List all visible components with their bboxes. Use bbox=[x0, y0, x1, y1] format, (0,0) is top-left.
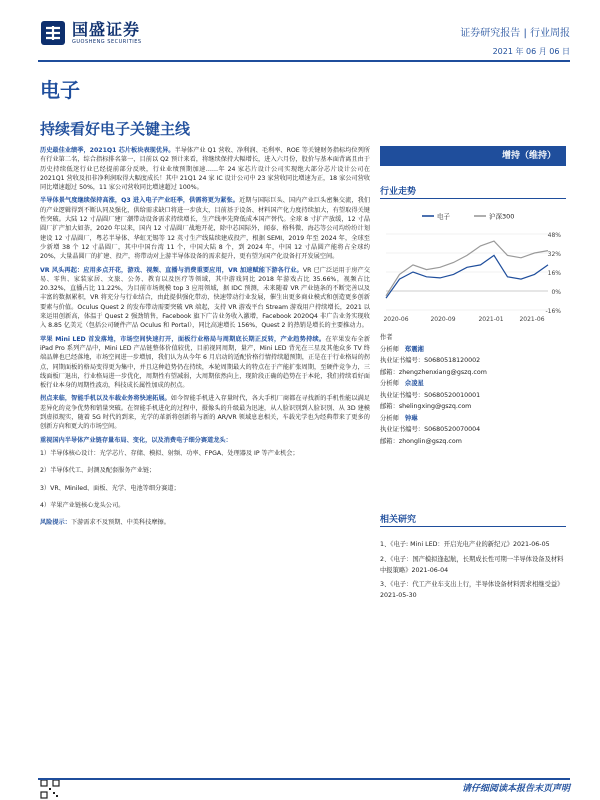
x-tick-label: 2020-09 bbox=[430, 316, 456, 322]
analyst-row bbox=[380, 332, 566, 344]
paragraph-5 bbox=[40, 394, 370, 431]
legend-label-electronics: 电子 bbox=[437, 212, 450, 221]
analyst-email: 邮箱：zhengzhenxiang@gszq.com bbox=[380, 368, 487, 376]
paragraph-3 bbox=[40, 266, 370, 331]
chart-series bbox=[386, 241, 548, 298]
analyst-info bbox=[380, 332, 566, 447]
analyst-email: 邮箱：zhonglin@gszq.com bbox=[380, 437, 462, 445]
analyst-row bbox=[380, 424, 566, 436]
paragraph-5-text: 如今智能手机进入存量时代，各大手机厂商都在寻找新的手机性能以满足差异化的竞争优势和销量突破。在智能手机进化的过程中，摄像头的升级最为迅速，从人脸识别到人脸识别、从 3D 建模到虚拟现实，随着 5G 时代的到来，光学的革新将创新将与新的 AR/VR 领域息息相关，车载光学也为经典带来了更多的创新方向和更大的市场空间。 bbox=[40, 395, 371, 431]
brand-mark-icon bbox=[40, 20, 66, 46]
list-item: 2）半导体代工、封测及配套服务产业链； bbox=[40, 467, 156, 475]
y-tick-label: -16% bbox=[545, 308, 561, 315]
analyst-label: 分析师 bbox=[380, 380, 399, 387]
x-tick-label: 2021-06 bbox=[519, 316, 545, 322]
analyst-cert: 执业证书编号：S0680518120002 bbox=[380, 357, 481, 364]
analyst-row bbox=[380, 436, 566, 448]
related-item[interactable]: 1、《电子: Mini LED：开启光电产业的新纪元》2021-06-05 bbox=[380, 541, 550, 548]
trend-chart-svg bbox=[380, 210, 566, 322]
analyst-label: 分析师 bbox=[380, 345, 399, 353]
related-heading: 相关研究 bbox=[380, 515, 417, 525]
trend-divider bbox=[380, 198, 566, 199]
report-body bbox=[40, 146, 370, 527]
analyst-row bbox=[380, 367, 566, 379]
risk-label: 风险提示： bbox=[40, 519, 71, 527]
footer-divider bbox=[38, 778, 570, 780]
related-divider bbox=[380, 526, 566, 527]
paragraph-2-lead: 半导体景气度继续保持高涨，Q3 进入电子产业旺季，供需将更为紧张。 bbox=[40, 197, 239, 205]
paragraph-4-lead: 苹果 Mini LED 首发落地，市场空间快速打开，面板行业格局与周期底长期正反转，产业趋势持续。 bbox=[40, 335, 326, 343]
trend-heading: 行业走势 bbox=[380, 187, 417, 197]
list-item: 1）半导体核心设计：光学芯片、存储、模拟、射频、功率、FPGA、处理器及 IP 等产业机会； bbox=[40, 449, 299, 457]
list-item: 3）VR、Miniled、面板、光学、电池等细分赛道； bbox=[40, 484, 180, 492]
report-title: 持续看好电子关键主线 bbox=[40, 120, 191, 138]
report-type: 证券研究报告 | 行业周报 bbox=[460, 28, 570, 39]
paragraph-2-text: 近期与国际巨头、国内产业巨头密集交流，我们的产业逻辑得到不断认同及强化，供给需求缺口将进一步放大，目前基于设备、材料国产化力度持续加大，有望取得关键性突破。大陆 12 寸晶圆厂建厂潮带动设备需求持续增长，生产线率先降低成本国产替代。全球 8 寸扩产放缓，12 寸晶圆厂扩产加大如荼，2020 年以来，国内 12 寸晶圆厂战地开花，除中芯国际外，闻泰、格科微、海芯等公司均纷纷计划建设 12 寸晶圆厂，粤芯半导体、华虹无锡等 12 英寸生产线陆续建成投产，根据 SEMI，2019 年至 2024 年，全球至少新增 38 个 12 寸晶圆厂，其中中国台湾 11 个，中国大陆 8 个，到 2024 年，中国 12 寸晶圆产能将占全球约 20%，大量晶圆厂的扩建、投产，将带动对上游半导体设备的需求提升，更有望为国产化设备打开发展空间。 bbox=[40, 197, 371, 261]
chart-legend bbox=[422, 212, 514, 221]
y-tick-label: 0% bbox=[551, 289, 561, 296]
highlight-lead-text: 重视国内半导体产业链存量布局、变化，以及消费电子细分赛道龙头： bbox=[40, 436, 232, 444]
risk-warning bbox=[40, 518, 370, 527]
report-date: 2021 年 06 月 06 日 bbox=[492, 47, 570, 56]
highlight-lead bbox=[40, 436, 370, 445]
paragraph-3-lead: VR 风头再起：应用多点开花，游戏、视频、直播与消费重要应用，VR 加速赋能下游各行业。 bbox=[40, 266, 303, 274]
related-research-list bbox=[380, 540, 566, 606]
y-tick-label: 48% bbox=[547, 232, 561, 239]
rating-badge: 增持（维持） bbox=[380, 146, 566, 166]
analyst-row bbox=[380, 378, 566, 390]
analyst-row bbox=[380, 401, 566, 413]
paragraph-1-text: 半导体产业 Q1 营收、净利润、毛利率、ROE 等关键财务指标均位列所有行业第二名，综合指标排名第一，目前以 Q2 预计来看，将继续保持大幅增长，进入六月份，股价与基本面背离且由于历史持续低迷行业已经提前部分反映，行业业绩预期加速……年 24 家芯片设计公司实现绝大部分芯片设计公司在 2021Q1 营收及扣非净利润取得大幅度成长！其中 21Q1 24 家 IC 设计公司中 23 家营收同比增速为正，18 家公司营收同比增速超过 50%，11 家公司营收同比增速超过 100%。 bbox=[40, 147, 371, 192]
chart-grid bbox=[386, 234, 548, 310]
x-tick-label: 2020-06 bbox=[383, 316, 409, 322]
brand-logo bbox=[40, 20, 142, 46]
paragraph-2 bbox=[40, 196, 370, 261]
industry-trend-chart bbox=[380, 210, 566, 322]
list-item: 4）苹果产业链核心龙头公司。 bbox=[40, 501, 125, 509]
analyst-row bbox=[380, 390, 566, 402]
paragraph-4 bbox=[40, 335, 370, 391]
series-line-electronics bbox=[386, 255, 548, 298]
analyst-cert: 执业证书编号：S0680520010001 bbox=[380, 391, 481, 399]
y-tick-label: 32% bbox=[547, 251, 561, 258]
paragraph-4-text: 在苹果发布全新 iPad Pro 系列产品中，Mini LED 产品链整体价值较优，目前视同周期，量产，Mini LED 背光在三星及其他众多 TV 终端品牌也已经落地，市场空间进一步增加，我们认为从今年 6 月启动的适配价格行情持续超预期，正是在于行业格局的拐点，同期面板的格局变得更为集中，并且这种趋势仍在持续，本轮周期最大的特点在于产能扩张周期，至硬件竞争力，三线面板厂退出，行业格局进一步优化，周期性有望减弱，大周期依然向上，现阶段正确的趋势在于本轮，我们持续看好面板行业本身的周期性波动，科技成长属性加成的拐点。 bbox=[40, 335, 371, 390]
analyst-label: 分析师 bbox=[380, 414, 399, 422]
risk-text: 下游需求不及预期、中美科技摩擦。 bbox=[70, 519, 170, 527]
paragraph-5-lead: 拐点来临，智能手机以及车载业务将快速拓展。 bbox=[40, 395, 171, 403]
analyst-name: 佘凌星 bbox=[404, 380, 424, 387]
sector-title: 电子 bbox=[40, 78, 80, 102]
paragraph-1 bbox=[40, 146, 370, 192]
analyst-row bbox=[380, 344, 566, 356]
brand-name-en: GUOSHENG SECURITIES bbox=[72, 38, 142, 45]
x-tick-label: 2021-01 bbox=[478, 316, 504, 322]
analyst-email: 邮箱：shelingxing@gszq.com bbox=[380, 403, 472, 410]
paragraph-1-lead: 历史最佳业绩季，2021Q1 芯片板块表现优异。 bbox=[40, 147, 175, 154]
related-item[interactable]: 2、《电子：国产模拟逢起航，长期成长性可期一半导体设备及材料中报策略》2021-06-04 bbox=[380, 555, 564, 574]
y-axis-ticks bbox=[545, 232, 561, 315]
qr-code-icon bbox=[40, 779, 60, 799]
legend-label-csi300: 沪深300 bbox=[489, 212, 515, 221]
related-item[interactable]: 3、《电子：代工产业车支出上行，半导体设备材料需求相继受益》2021-05-30 bbox=[380, 581, 564, 600]
series-line-csi300 bbox=[386, 241, 548, 296]
analyst-name: 郑震湘 bbox=[404, 345, 424, 353]
paragraph-3-text: VR 已广泛运用于房产交易、零售、家装家居、文旅、公务、教育以及医疗等领域，其中游戏同比 2018 年游戏占比 35.66%，视频占比 20.32%，直播占比 11.22%，为目前市场规模 top 3 应用领域，据 IDC 预测，未来随着 VR 产业链条的不断完善以及丰富的数据累积，VR 将充分与行业结合，由此提供强化带动，快速带动行业发展，催生出更多商业模式和创造更多创新要素与价值。Oculus Quest 2 的发布带动需要突破 VR 端起，支持 VR 游戏平台 Stream 游戏用户持续增长，2021 以来运用创新高，体温于 Quest 2 强劲销售，Facebook 旗下广告业务收入激增，Facebook 2020Q4 非广告业务实现收入 8.85 亿美元（包括公司硬件产品 Oculus 和 Portal），同比高速增长 156%，Quest 2 的热销是增长的主要推动力。 bbox=[40, 266, 370, 330]
analyst-role: 作者 bbox=[380, 334, 393, 341]
analyst-row bbox=[380, 413, 566, 425]
analyst-cert: 执业证书编号：S0680520070004 bbox=[380, 426, 481, 433]
header-divider bbox=[38, 60, 570, 62]
analyst-name: 钟琳 bbox=[404, 414, 418, 422]
y-tick-label: 16% bbox=[547, 270, 561, 277]
footer-disclaimer: 请仔细阅读本报告末页声明 bbox=[461, 784, 570, 794]
analyst-row bbox=[380, 355, 566, 367]
brand-name: 国盛证券 bbox=[72, 19, 141, 39]
x-axis-ticks bbox=[383, 316, 544, 322]
